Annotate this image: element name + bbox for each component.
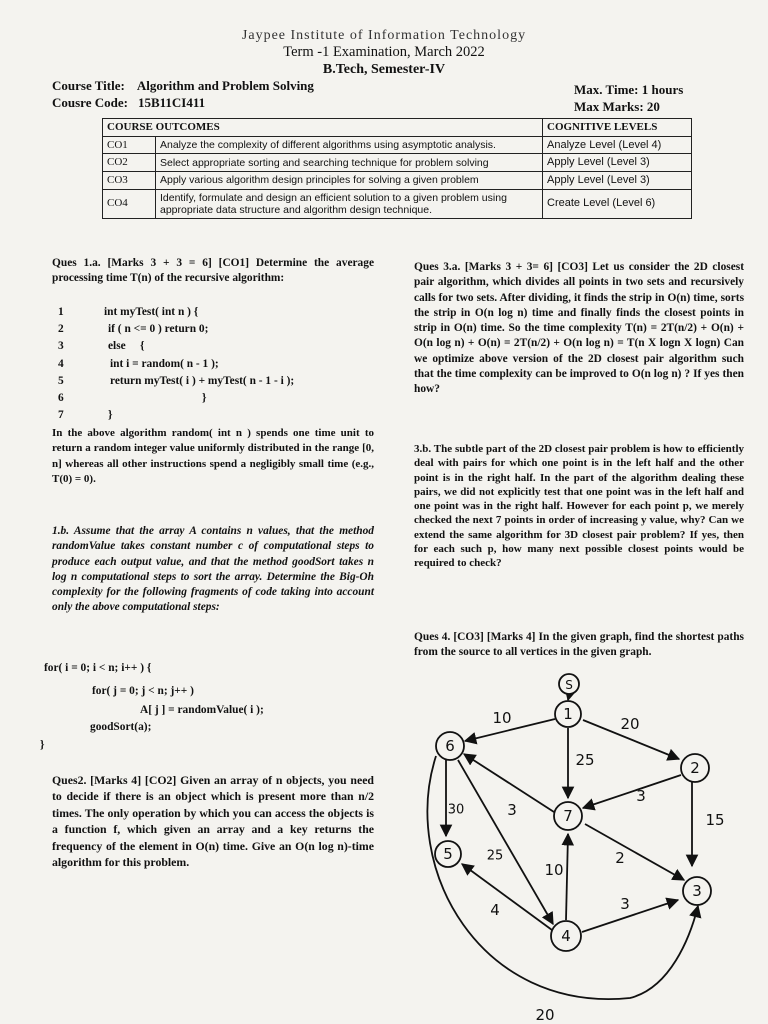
code-text: if ( n <= 0 ) return 0; [108,323,209,336]
q1b-code-line-1: for( i = 0; i < n; i++ ) { [44,662,152,674]
code-text: int myTest( int n ) { [104,306,199,318]
table-row [103,189,692,218]
q1a-heading: Ques 1.a. [Marks 3 + 3 = 6] [CO1] Determine the average processing time T(n) of the recursive algorithm: [52,257,374,285]
node-label: 7 [563,807,573,825]
line-number: 3 [58,340,64,353]
shortest-path-graph [400,668,768,1024]
co-level: Apply Level (Level 3) [543,154,692,172]
code-line [58,373,378,390]
co-level: Apply Level (Level 3) [543,171,692,189]
co-description: Apply various algorithm design principles for solving a given problem [156,171,543,189]
edge-weight: 25 [575,751,595,769]
course-code-label: Cousre Code: [52,95,128,110]
co-level: Analyze Level (Level 4) [543,136,692,154]
line-number: 7 [58,409,64,422]
node-label: 2 [690,759,700,777]
edge-weight: 3 [507,801,517,819]
code-text: return myTest( i ) + myTest( n - 1 - i ); [110,374,295,387]
course-code-row [52,95,205,111]
code-text: else { [108,340,145,353]
node-label: 4 [561,927,571,945]
course-outcomes-header: COURSE OUTCOMES [103,119,543,137]
q2-text: Ques2. [Marks 4] [CO2] Given an array of n objects, you need to decide if there is an object which is present more than n/2 times. The only operation by which you can access the objects is a function f, which given an array and a key returns the frequency of the element in O(n) time. Give an O(n log n)-time algorithm for this problem. [52,773,374,870]
edge-weight: 20 [535,1006,555,1024]
line-number: 5 [58,374,64,387]
line-number: 1 [58,306,64,318]
edge-weight: 10 [544,861,564,879]
edge-weight: 30 [447,802,465,818]
edge-weight: 3 [636,787,646,805]
source-label: S [565,678,573,692]
q1a-code-block [58,304,378,424]
co-id: CO1 [103,136,156,154]
edge-6-4 [458,760,553,924]
node-label: 6 [445,737,455,755]
course-outcomes-table [102,118,692,219]
course-title: Algorithm and Problem Solving [136,78,314,93]
edge-weight: 2 [615,849,625,867]
q1b-code-line-2: for( j = 0; j < n; j++ ) [92,685,194,697]
max-time: Max. Time: 1 hours [574,82,684,97]
edge-weight: 4 [490,901,500,919]
code-line [58,390,378,407]
q4-text: Ques 4. [CO3] [Marks 4] In the given graph, find the shortest paths from the source to all vertices in the given graph. [414,631,744,659]
q1b-code-line-5: } [40,739,45,751]
q1b-text: 1.b. Assume that the array A contains n values, that the method randomValue takes constant number c of computational steps to produce each output value, and that the method goodSort takes n log n computational steps to sort the array. Determine the Big-Oh complexity for the following fragments of code taking into account only the above computational steps: [52,525,374,614]
edge-weight: 15 [705,811,725,829]
node-label: 3 [692,882,702,900]
code-text: } [108,409,113,422]
line-number: 2 [58,323,64,336]
co-description: Analyze the complexity of different algorithms using asymptotic analysis. [156,136,543,154]
course-code: 15B11CI411 [137,95,206,110]
table-row [103,171,692,189]
code-line [58,321,378,338]
q3b-text: 3.b. The subtle part of the 2D closest pair problem is how to efficiently deal with pairs for which one point is in the left half and the other point is in the right half. In the part of the algorithm dealing these pairs, we did not explicitly test that one point was in the left half and one point was in the right half. However for each point p, we merely checked the next 7 points in order of increasing y value, why? Can we extend the same algorithm for 3D closest pair problem? If yes, then for each such p, how many next possible closest points would be required to check? [414,443,744,570]
edge-weight: 25 [486,848,504,864]
co-description: Select appropriate sorting and searching technique for problem solving [156,154,543,172]
edge-weight: 10 [492,709,512,727]
node-label: 1 [563,705,573,723]
code-line [58,356,378,373]
exam-title: Term -1 Examination, March 2022 [283,44,485,60]
code-text: } [202,392,207,405]
line-number: 4 [58,357,64,370]
q1b-code-line-3: A[ j ] = randomValue( i ); [140,704,264,716]
code-text: int i = random( n - 1 ); [110,357,219,370]
max-marks: Max Marks: 20 [574,99,660,114]
table-header-row [103,119,692,137]
q1a-note: In the above algorithm random( int n ) spends one time unit to return a random integer value uniformly distributed in the range [0, n] whereas all other instructions spend a negligibly small time (e.g., T(0) = 0). [52,427,374,485]
course-title-row [52,78,314,94]
cognitive-levels-header: COGNITIVE LEVELS [543,119,692,137]
program-title: B.Tech, Semester-IV [322,62,446,77]
code-line [58,407,378,424]
edge-2-7 [583,775,681,808]
edge-4-5 [462,864,552,930]
edge-4-3 [582,900,678,932]
co-id: CO3 [103,171,156,189]
code-line [58,338,378,355]
table-row [103,154,692,172]
edge-4-7 [566,834,568,920]
edge-weight: 3 [620,895,630,913]
co-level: Create Level (Level 6) [543,189,692,218]
institute-name: Jaypee Institute of Information Technology [241,28,527,43]
edge-7-3 [585,824,684,880]
line-number: 6 [58,392,64,405]
edge-weight: 20 [620,715,640,733]
co-description: Identify, formulate and design an efficient solution to a given problem using appropriate data structure and algorithm design technique. [156,189,543,218]
co-id: CO2 [103,154,156,172]
edge-source-1 [568,696,569,700]
q1b-code-line-4: goodSort(a); [90,721,152,733]
course-title-label: Course Title: [52,78,125,93]
table-row [103,136,692,154]
code-line [58,304,378,321]
q3a-text: Ques 3.a. [Marks 3 + 3= 6] [CO3] Let us consider the 2D closest pair algorithm, which divides all points in two sets and recursively calls for two sets. After dividing, it finds the strip in O(n) time, sorts the strip in O(n log n) time and finally finds the closest points in strip in O(n) time. So the time complexity T(n) = 2T(n/2) + O(n) + O(n log n) + O(n) = 2T(n/2) + O(n log n) = T(n X logn X logn) Can we optimize above version of the 2D closest pair algorithm such that the time complexity can be improved to O(n log n) ? If yes then how? [414,261,744,396]
co-id: CO4 [103,189,156,218]
node-label: 5 [443,845,453,863]
